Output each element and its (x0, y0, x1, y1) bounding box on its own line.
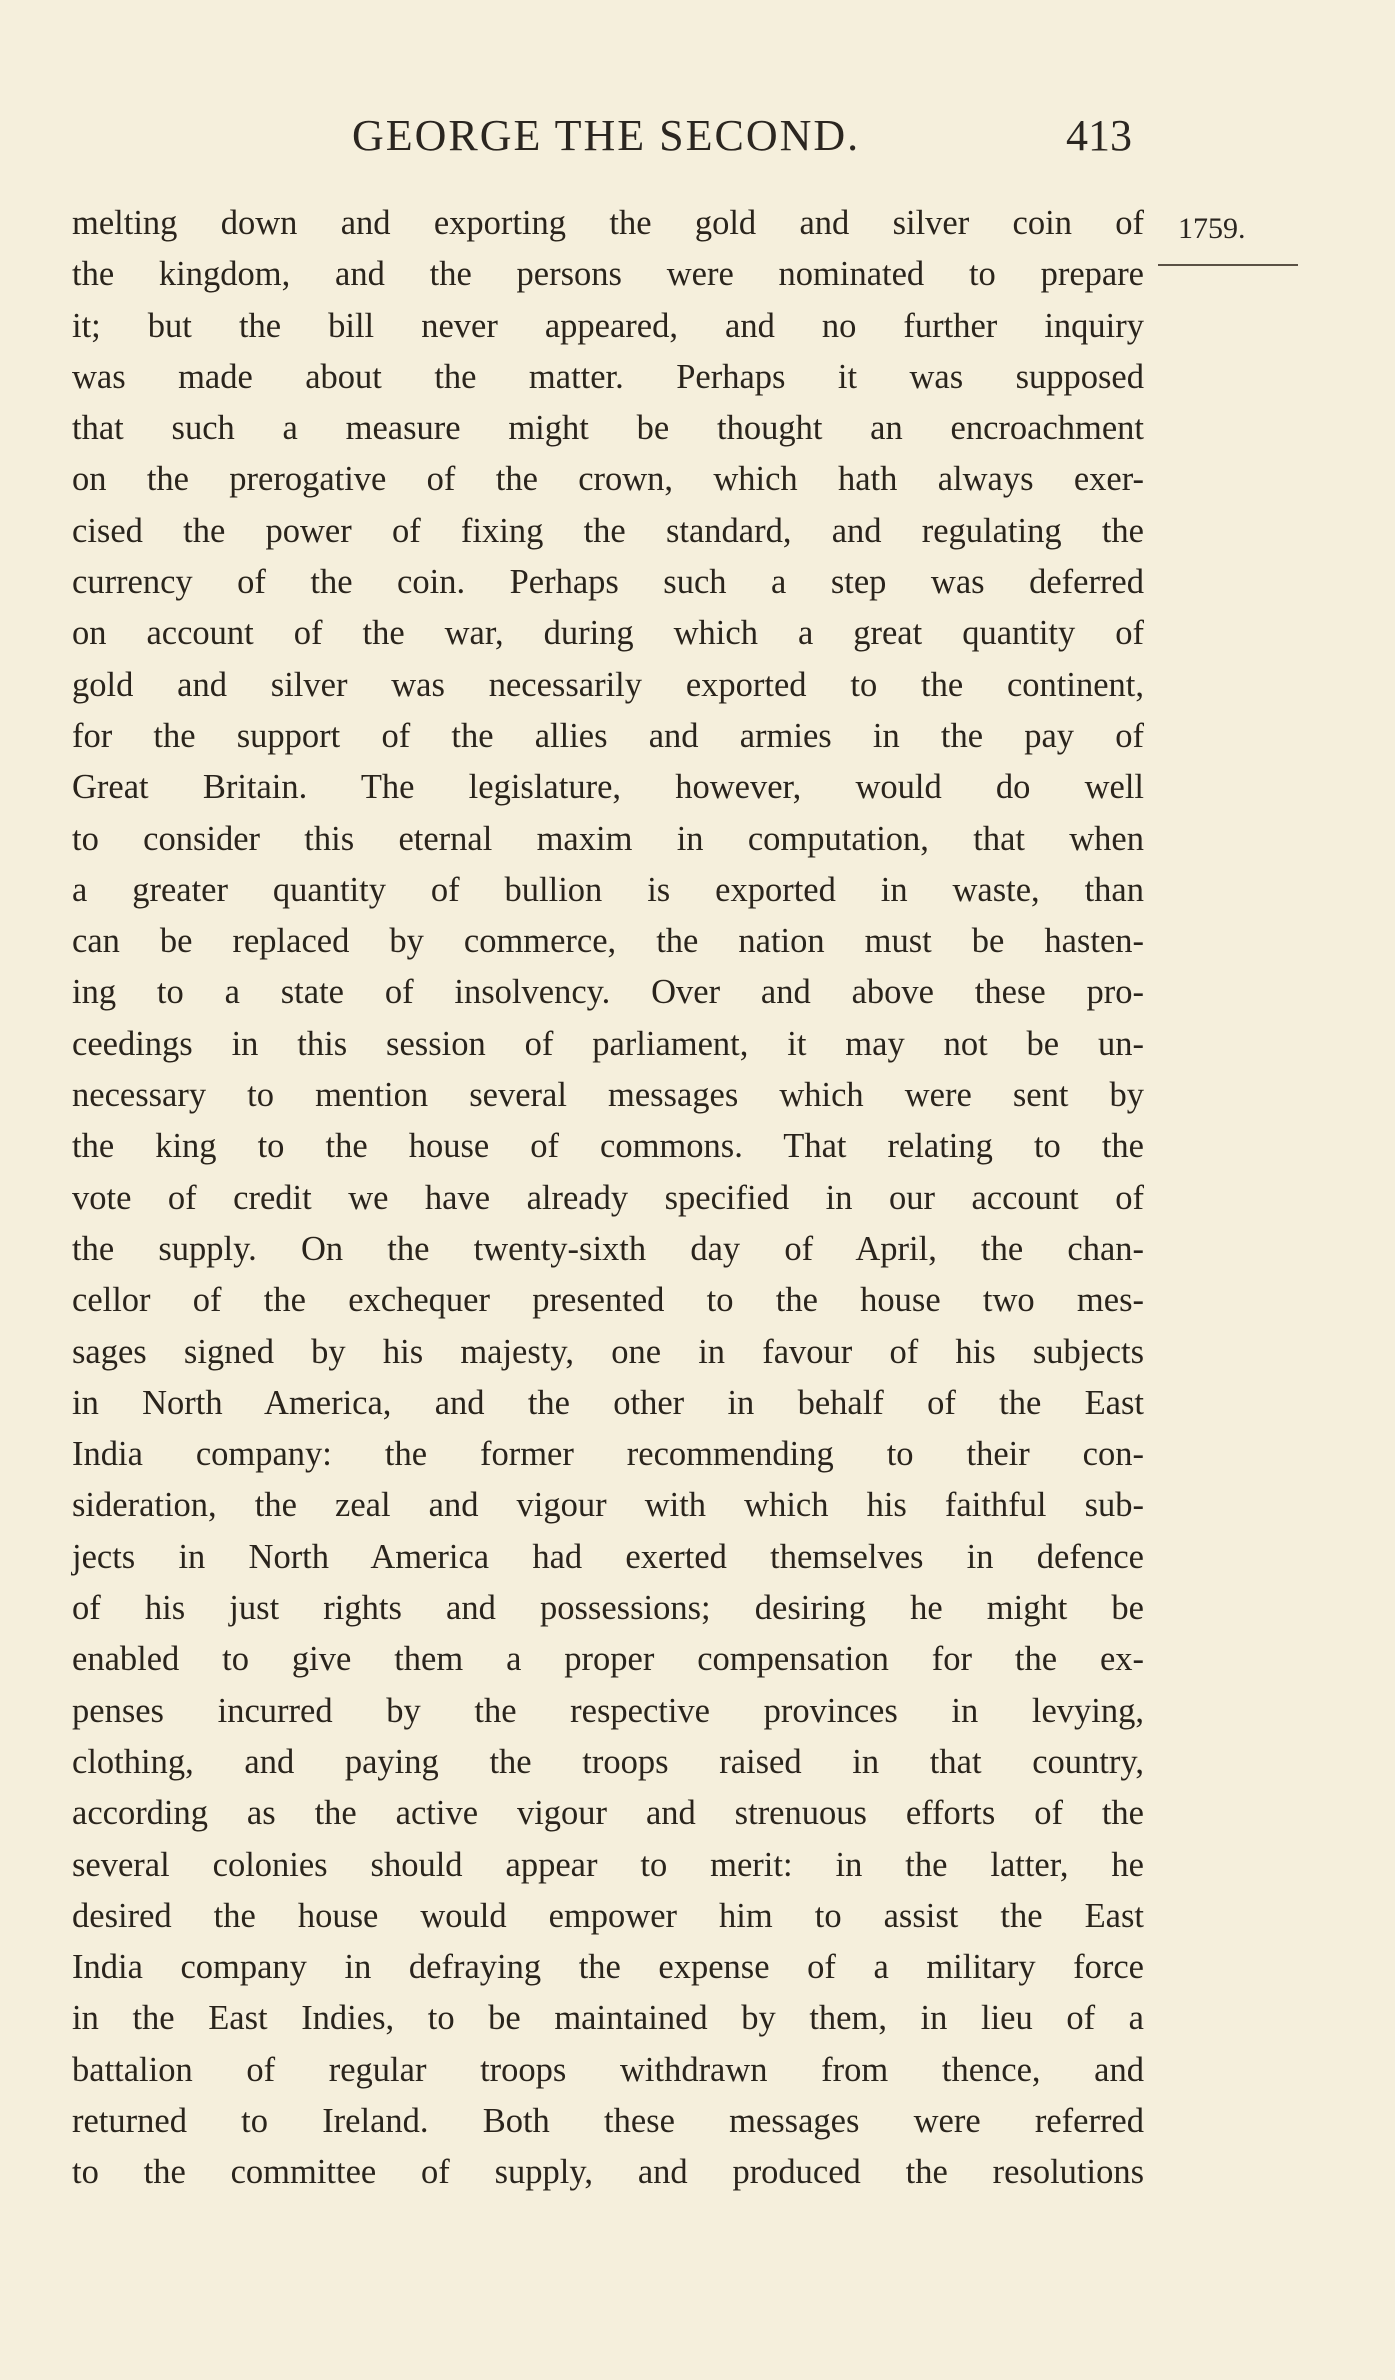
text-line: the kingdom, and the persons were nominated to prepare (72, 255, 1144, 294)
text-line: of his just rights and possessions; desiring he might be (72, 1589, 1144, 1628)
text-line: returned to Ireland. Both these messages were referred (72, 2101, 1144, 2140)
text-line: ceedings in this session of parliament, it may not be un- (72, 1024, 1144, 1063)
text-line: enabled to give them a proper compensation for the ex- (72, 1640, 1144, 1679)
text-line: was made about the matter. Perhaps it was supposed (72, 357, 1144, 396)
text-line: a greater quantity of bullion is exported in waste, than (72, 870, 1144, 909)
margin-rule (1158, 264, 1298, 266)
text-line: on account of the war, during which a great quantity of (72, 614, 1144, 653)
text-line: the king to the house of commons. That relating to the (72, 1127, 1144, 1166)
text-line: penses incurred by the respective provinces in levying, (72, 1691, 1144, 1730)
text-line: gold and silver was necessarily exported to the continent, (72, 665, 1144, 704)
text-line: that such a measure might be thought an encroachment (72, 409, 1144, 448)
text-line: jects in North America had exerted themselves in defence (72, 1537, 1144, 1576)
text-line: sages signed by his majesty, one in favour of his subjects (72, 1332, 1144, 1371)
text-line: Great Britain. The legislature, however, would do well (72, 768, 1144, 807)
text-line: to the committee of supply, and produced the resolutions (72, 2153, 1144, 2192)
text-line: according as the active vigour and strenuous efforts of the (72, 1794, 1144, 1833)
page-number: 413 (1066, 111, 1132, 160)
text-line: it; but the bill never appeared, and no further inquiry (72, 306, 1144, 345)
text-line: for the support of the allies and armies in the pay of (72, 716, 1144, 755)
text-line: cellor of the exchequer presented to the house two mes- (72, 1281, 1144, 1320)
running-head (72, 110, 1132, 170)
text-line: on the prerogative of the crown, which hath always exer- (72, 460, 1144, 499)
text-line: vote of credit we have already specified in our account of (72, 1178, 1144, 1217)
text-line: sideration, the zeal and vigour with which his faithful sub- (72, 1486, 1144, 1525)
margin-year-note: 1759. (1178, 212, 1246, 245)
text-line: necessary to mention several messages which were sent by (72, 1076, 1144, 1115)
text-line: the supply. On the twenty-sixth day of April, the chan- (72, 1229, 1144, 1268)
text-line: clothing, and paying the troops raised in that country, (72, 1742, 1144, 1781)
text-line: India company in defraying the expense of a military force (72, 1948, 1144, 1987)
text-line: to consider this eternal maxim in computation, that when (72, 819, 1144, 858)
text-line: in North America, and the other in behalf of the East (72, 1383, 1144, 1422)
body-text (72, 198, 1144, 2199)
text-line: India company: the former recommending to their con- (72, 1435, 1144, 1474)
text-line: battalion of regular troops withdrawn from thence, and (72, 2050, 1144, 2089)
running-title: GEORGE THE SECOND. (352, 111, 861, 160)
text-line: melting down and exporting the gold and silver coin of (72, 204, 1144, 242)
text-line: currency of the coin. Perhaps such a step was deferred (72, 563, 1144, 602)
text-line: several colonies should appear to merit: in the latter, he (72, 1845, 1144, 1884)
text-line: in the East Indies, to be maintained by them, in lieu of a (72, 1999, 1144, 2038)
text-line: cised the power of fixing the standard, and regulating the (72, 511, 1144, 550)
text-line: ing to a state of insolvency. Over and above these pro- (72, 973, 1144, 1012)
text-line: desired the house would empower him to assist the East (72, 1896, 1144, 1935)
text-line: can be replaced by commerce, the nation must be hasten- (72, 922, 1144, 961)
